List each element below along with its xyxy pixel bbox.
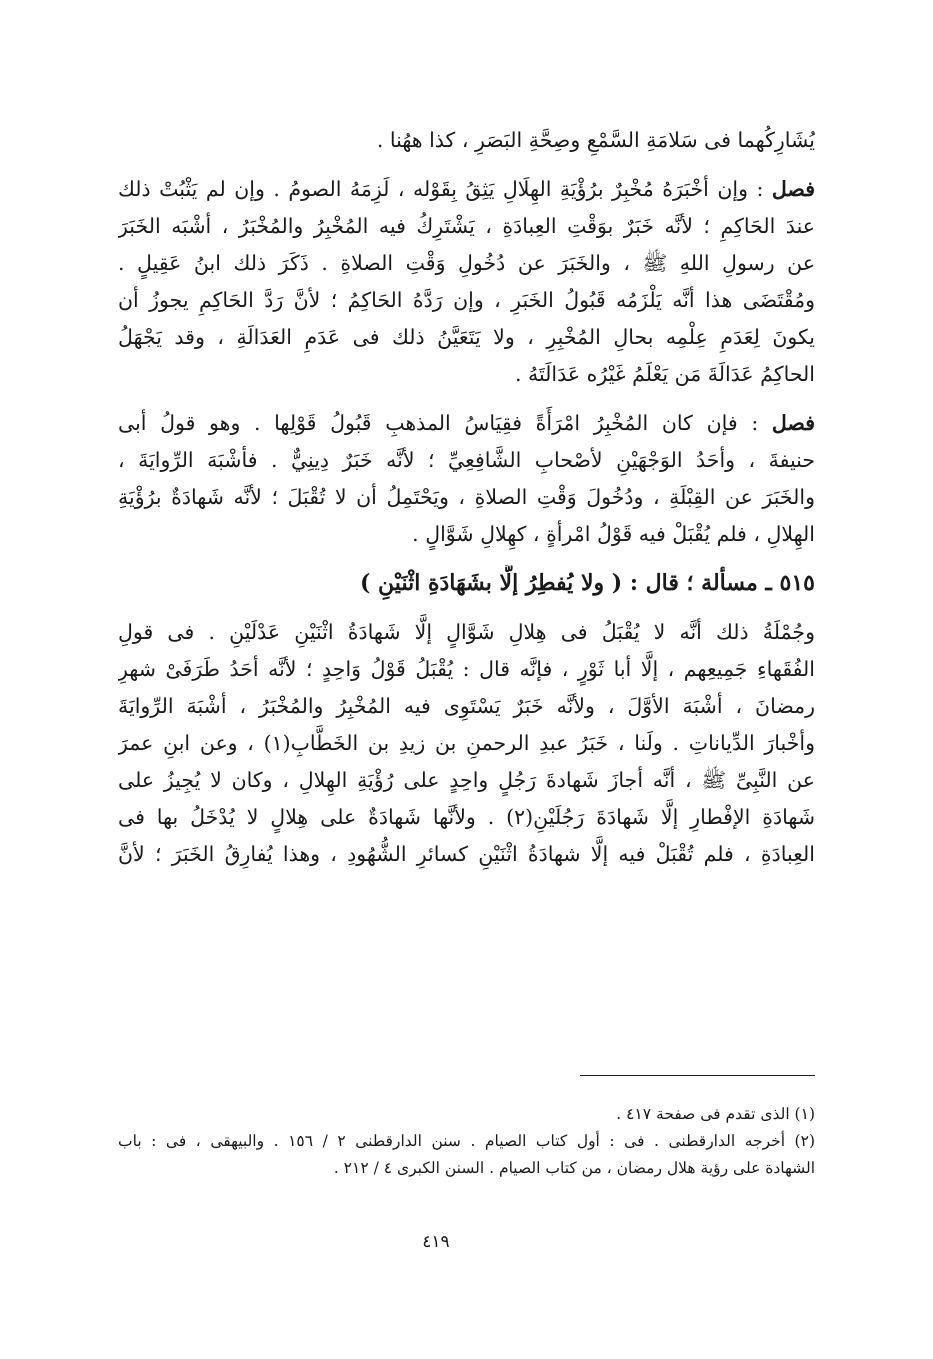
text-line: يكونَ لِعَدَمِ عِلْمِه بحالِ المُخْبِرِ ، ولا يَتَعَيَّنُ ذلك فى عَدَمِ العَدَالَةِ ، وقد يَجْهَلُ <box>118 325 815 349</box>
text-line: الفُقَهاءِ جَمِيعِهم ، إلَّا أبا ثَوْرٍ ، فإنَّه قال : يُقْبَلُ قَوْلُ وَاحِدٍ ؛ لأنَّه أحَدُ طَرَفَىْ شهرِ <box>118 657 815 681</box>
text-line: وأخْبارَ الدِّياناتِ . ولَنا ، خَبَرُ عبدِ الرحمنِ بن زيدِ بن الخَطَّابِ(١) ، وعن ابنِ عمرَ <box>118 731 815 755</box>
text-line: حنيفةَ ، وأحَدُ الوَجْهَيْنِ لأصْحابِ الشَّافِعِيِّ ؛ لأنَّه خَبَرٌ دِينِيٌّ . فأشْبَهَ الرِّوايَةَ ، <box>118 448 815 472</box>
masala-number: ٥١٥ <box>779 570 815 596</box>
footnotes <box>118 1101 815 1182</box>
section-keyword: فصل <box>771 177 815 201</box>
paragraph-fasl-2 <box>118 405 815 553</box>
paragraph-explanation <box>118 614 815 873</box>
text-line: عن النَّبِىِّ ﷺ ، أنَّه أجازَ شَهادةَ رَجُلٍ واحِدٍ على رُؤْيَةِ الهِلالِ ، وكان لا يُجِيزُ على <box>118 768 815 792</box>
text-line: شَهادَةِ الإفْطارِ إلَّا شَهادَةَ رَجُلَيْنِ(٢) . ولأنَّها شَهادَةٌ على هِلالٍ لا يُدْخَلُ بها فى <box>118 805 815 829</box>
paragraph-fasl-1 <box>118 171 815 393</box>
footnote-separator <box>580 1075 815 1076</box>
masala-heading <box>118 565 815 602</box>
text-line: ومُقْتَضَى هذا أنَّه يَلْزَمُه قَبُولُ الخَبَرِ ، وإن رَدَّهُ الحَاكِمُ ؛ لأنَّ رَدَّ الحَاكِمِ يجوزُ أن <box>118 288 815 312</box>
text-line: عن رسولِ اللهِ ﷺ ، والخَبَرَ عن دُخُولِ وَقْتِ الصلاةِ . ذَكَرَ ذلك ابنُ عَقِيلٍ . <box>118 251 815 275</box>
text-line: عندَ الحَاكِمِ ؛ لأنَّه خَبَرٌ بوَقْتِ العِبادَةِ ، يَشْتَرِكُ فيه المُخْبِرُ والمُخْبَرُ ، أشْبَه الخَبَرَ <box>118 214 815 238</box>
footnote-2: (٢) أخرجه الدارقطنى . فى : أول كتاب الصيام . سنن الدارقطنى ٢ / ١٥٦ . والبيهقى ، فى : باب <box>118 1132 815 1150</box>
text-line: العِبادَةِ ، فلم تُقْبَلْ فيه إلَّا شهادَةُ اثْنَيْنِ كسائرِ الشُّهُودِ ، وهذا يُفارِقُ الخَبَرَ ؛ لأنَّ <box>118 842 815 866</box>
heading-line: ٥١٥ ـ مسألة ؛ قال : ( ولا يُفطِرُ إلَّا بشَهَادَةِ اثْنَيْنِ ) <box>359 570 815 596</box>
text-line: وجُمْلَةُ ذلك أنَّه لا يُقْبَلُ فى هِلالِ شَوَّالٍ إلَّا شَهادَةُ اثْنَيْنِ عَدْلَيْنِ . فى قولِ <box>118 620 815 644</box>
footnote-2-continued: الشهادة على رؤية هلال رمضان ، من كتاب الصيام . السنن الكبرى ٤ / ٢١٢ . <box>333 1159 815 1177</box>
text-line: الهِلالِ ، فلم يُقْبَلْ فيه قَوْلُ امْرأةٍ ، كهِلالِ شَوَّالٍ . <box>412 522 815 546</box>
text-line: فصل : فإن كان المُخْبِرُ امْرَأَةً فقِيَاسُ المذهبِ قَبُولُ قَوْلِها . وهو قولُ أبى <box>118 411 815 435</box>
main-text <box>118 122 815 885</box>
section-keyword: فصل <box>771 411 815 435</box>
footnote-1: (١) الذى تقدم فى صفحة ٤١٧ . <box>616 1105 815 1123</box>
text-line: الحاكِمُ عَدَالَةَ مَن يَعْلَمُ غَيْرُه عَدَالَتَهُ . <box>514 362 815 386</box>
text-line: فصل : وإن أخْبَرَهُ مُخْبِرٌ برُؤْيَةِ الهِلَالِ يَثِقُ بِقَوْله ، لَزِمَهُ الصومُ . وإن لم يَثْبُتْ ذلك <box>118 177 815 201</box>
paragraph-1 <box>118 122 815 159</box>
page-number: ٤١٩ <box>422 1232 450 1252</box>
text-line: والخَبَرَ عن القِبْلَةِ ، ودُخُولَ وَقْتِ الصلاةِ ، ويَحْتَمِلُ أن لا تُقْبَلَ ؛ لأنَّه شَهادَةٌ برُؤْيَةِ <box>118 485 815 509</box>
text-line: يُشَارِكُهما فى سَلامَةِ السَّمْعِ وصِحَّةِ البَصَرِ ، كذا ههُنا . <box>376 128 815 152</box>
text-line: رمضانَ ، أشْبَهَ الأوَّلَ ، ولأنَّه خَبَرٌ يَسْتَوِى فيه المُخْبِرُ والمُخْبَرُ ، أشْبَهَ الرِّوايَةَ <box>118 694 815 718</box>
